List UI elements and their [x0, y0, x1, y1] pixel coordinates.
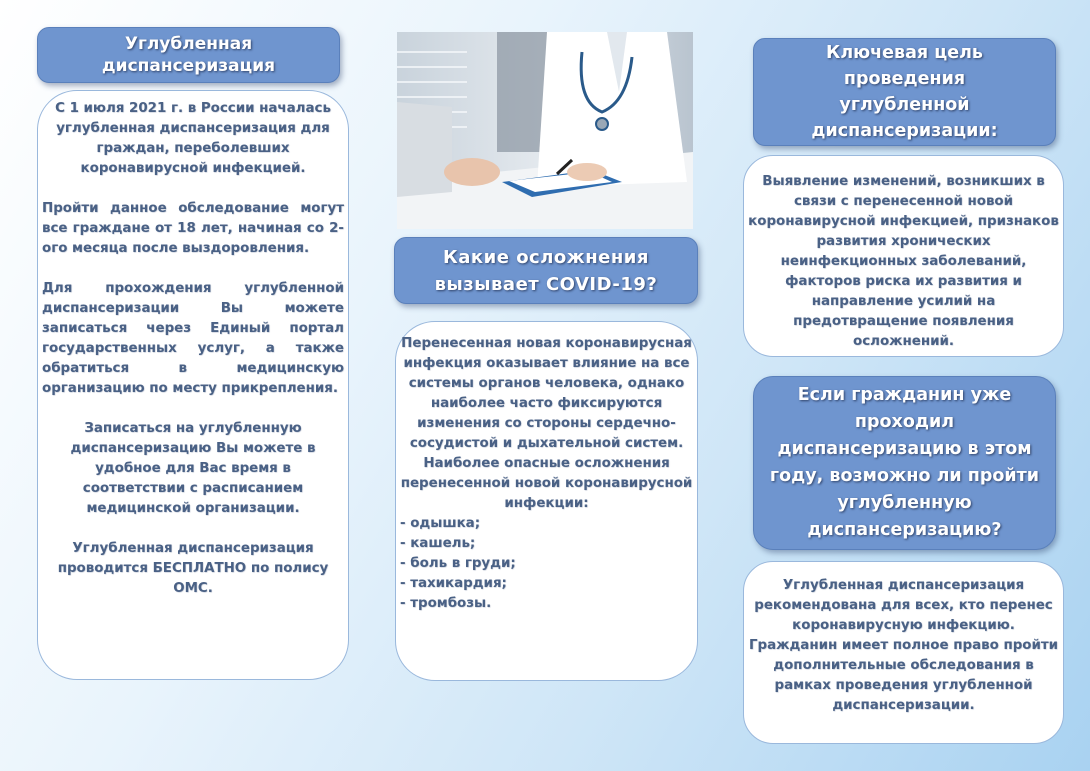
list-item: - одышка;: [400, 516, 481, 531]
covid-complications-heading: [394, 237, 698, 304]
deep-checkup-info-box: [37, 90, 349, 680]
repeat-checkup-question: [753, 376, 1056, 550]
repeat-checkup-answer-text: Углубленная диспансеризация рекомендована для всех, кто перенес коронавирусную инфекцию. Гражданин имеет полное право пройти дополнительные обследования в рамках проведения углубленной диспансеризации.: [748, 578, 1059, 713]
repeat-checkup-answer-box: [743, 561, 1064, 744]
complications-intro: Перенесенная новая коронавирусная инфекция оказывает влияние на все системы органов человека, однако наиболее часто фиксируются изменения со стороны сердечно-сосудистой и дыхательной систем.: [401, 336, 692, 451]
doctor-photo-icon: [397, 32, 693, 229]
doctor-consultation-photo: [397, 32, 693, 229]
list-item: - кашель;: [400, 536, 476, 551]
repeat-checkup-question-text: Если гражданин уже проходил диспансеризацию в этом году, возможно ли пройти углубленную диспансеризацию?: [769, 385, 1040, 540]
covid-complications-heading-text: Какие осложнения вызывает COVID-19?: [434, 246, 658, 295]
info-paragraph-schedule: Записаться на углубленную диспансеризацию Вы можете в удобное для Вас время в соответствии с расписанием медицинской организации.: [70, 421, 316, 516]
key-goal-box: [743, 155, 1064, 357]
key-goal-heading: [753, 38, 1056, 146]
list-item: - тромбозы.: [400, 596, 492, 611]
deep-checkup-title: [37, 27, 340, 83]
list-item: - тахикардия;: [400, 576, 507, 591]
info-paragraph-registration: Для прохождения углубленной диспансеризации Вы можете записаться через Единый портал государственных услуг, а также обратиться в медицинскую организацию по месту прикрепления.: [42, 281, 344, 396]
deep-checkup-title-text: Углубленная диспансеризация: [101, 34, 276, 76]
key-goal-heading-text: Ключевая цель проведения углубленной диспансеризации:: [811, 43, 998, 141]
info-paragraph-eligibility: Пройти данное обследование могут все граждане от 18 лет, начиная со 2-ого месяца после выздоровления.: [42, 201, 344, 256]
complications-list-title: Наиболее опасные осложнения перенесенной новой коронавирусной инфекции:: [400, 456, 693, 511]
info-paragraph-start-date: С 1 июля 2021 г. в России началась углубленная диспансеризация для граждан, переболевших коронавирусной инфекцией.: [55, 101, 331, 176]
complications-list: [400, 514, 693, 614]
list-item: - боль в груди;: [400, 556, 516, 571]
complications-info-box: [395, 321, 698, 681]
info-paragraph-free: Углубленная диспансеризация проводится БЕСПЛАТНО по полису ОМС.: [57, 541, 329, 596]
key-goal-text: Выявление изменений, возникших в связи с перенесенной новой коронавирусной инфекцией, признаков развития хронических неинфекционных заболеваний, факторов риска их развития и направление усилий на предотвращение появления осложнений.: [748, 174, 1059, 349]
